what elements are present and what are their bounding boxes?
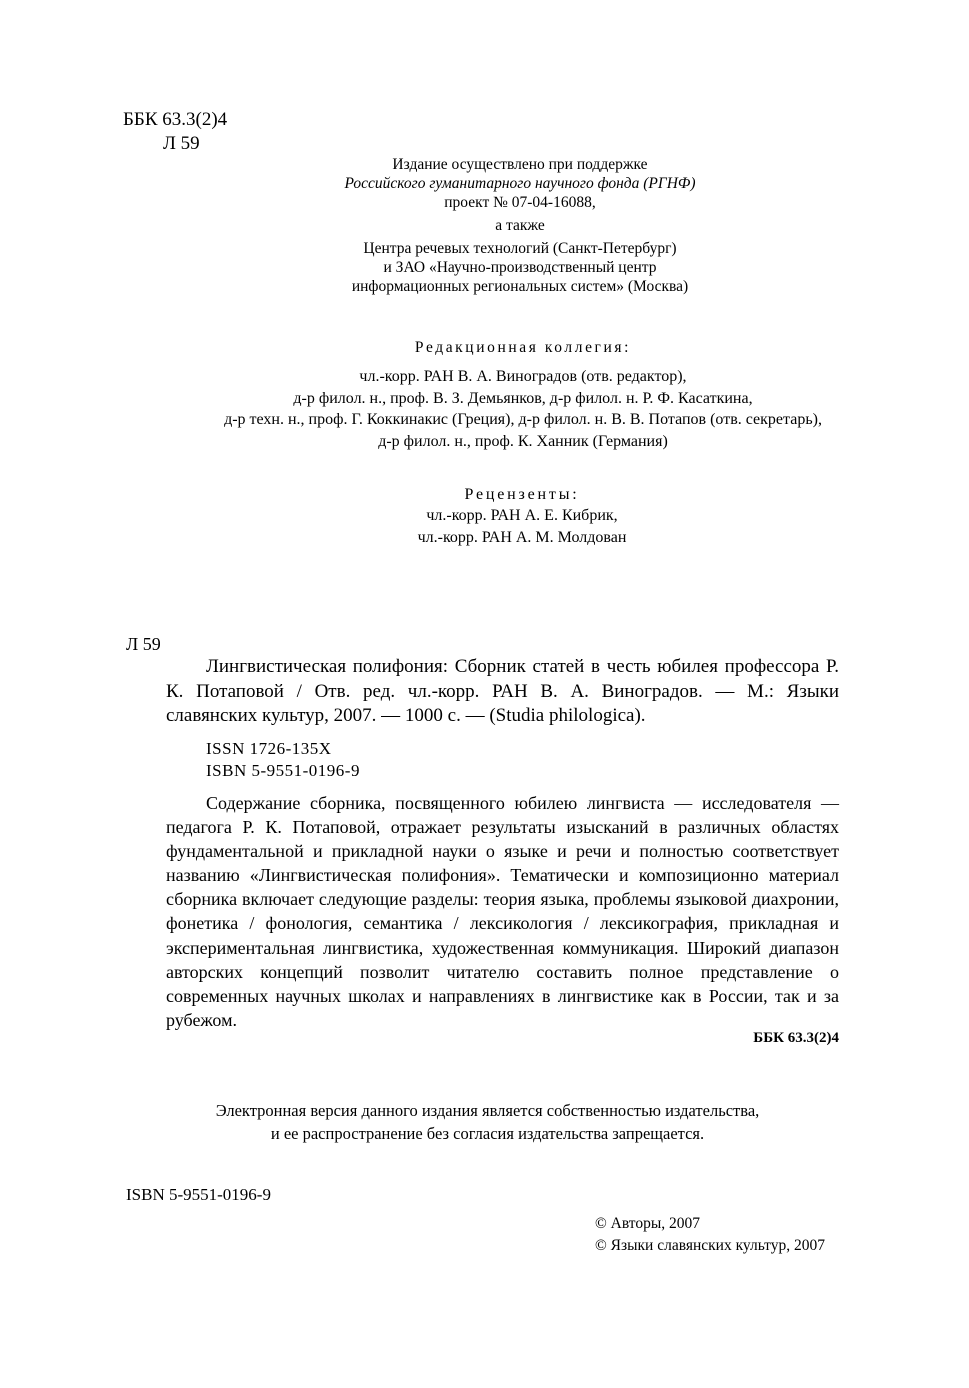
notice-line-1: Электронная версия данного издания является собственностью издательства, — [215, 1101, 760, 1120]
bbk-index-bottom: ББК 63.3(2)4 — [753, 1030, 839, 1046]
annotation — [166, 791, 839, 1032]
issn: ISSN 1726-135X — [206, 739, 332, 758]
reviewer-line: чл.-корр. РАН А. Е. Кибрик, — [426, 507, 618, 524]
reviewers-list — [0, 505, 969, 548]
support-statement — [0, 155, 969, 296]
bibliographic-description — [166, 655, 839, 729]
board-member-line: д-р филол. н., проф. К. Ханник (Германия) — [378, 432, 668, 450]
identifiers — [206, 738, 360, 782]
reviewers-heading: Рецензенты: — [464, 486, 580, 503]
board-member-line: д-р техн. н., проф. Г. Коккинакис (Греция), д-р филол. н. В. В. Потапов (отв. секретарь), — [224, 411, 822, 428]
support-fund-name: Российского гуманитарного научного фонда (РГНФ) — [344, 175, 696, 192]
copyright-publisher: © Языки славянских культур, 2007 — [595, 1237, 826, 1254]
notice-line-2: и ее распространение без согласия издательства запрещается. — [270, 1124, 705, 1143]
support-line-1: Издание осуществлено при поддержке — [392, 156, 648, 173]
editorial-board-list — [0, 366, 969, 452]
reviewer-line: чл.-корр. РАН А. М. Молдован — [417, 528, 627, 546]
board-member-line: чл.-корр. РАН В. А. Виноградов (отв. редактор), — [359, 368, 687, 385]
bbk-classification — [123, 108, 227, 156]
isbn: ISBN 5-9551-0196-9 — [206, 761, 360, 780]
copyright-block — [595, 1213, 825, 1257]
copyright-authors: © Авторы, 2007 — [595, 1215, 701, 1232]
author-sign: Л 59 — [163, 133, 200, 154]
annotation-text: Содержание сборника, посвященного юбилею лингвиста — исследователя — педагога Р. К. Потаповой, отражает результаты изысканий в различных областях фундаментальной и прикладной науки о языке и речи и полностью соответствует названию «Лингвистическая полифония». Тематически и композиционно материал сборника включает следующие разделы: теория языка, проблемы языковой диахронии, фонетика / фонология, семантика / лексикология / лексикография, прикладная и экспериментальная лингвистика, художественная коммуникация. Широкий диапазон авторских концепций позволит читателю составить полное представление о современных научных школах и направлениях в лингвистике как в России, так и за рубежом. — [166, 793, 839, 1030]
support-line-6: и ЗАО «Научно-производственный центр — [383, 259, 657, 276]
bibliographic-text: Лингвистическая полифония: Сборник статей в честь юбилея профессора Р. К. Потаповой / Отв. ред. чл.-корр. РАН В. А. Виноградов. — М.: Языки славянских культур, 2007. — 1000 с. — (Studia philologica). — [166, 656, 839, 726]
editorial-board-heading: Редакционная коллегия: — [414, 339, 632, 356]
support-line-5: Центра речевых технологий (Санкт-Петербург) — [363, 240, 677, 257]
support-also: а также — [495, 217, 545, 234]
isbn-footer: ISBN 5-9551-0196-9 — [126, 1185, 271, 1204]
copyright-notice — [0, 1099, 969, 1145]
bbk-code: ББК 63.3(2)4 — [123, 109, 228, 130]
support-project-number: проект № 07-04-16088, — [444, 194, 596, 211]
support-line-7: информационных региональных систем» (Москва) — [351, 278, 689, 295]
board-member-line: д-р филол. н., проф. В. З. Демьянков, д-р филол. н. Р. Ф. Касаткина, — [293, 389, 753, 407]
catalog-index: Л 59 — [126, 634, 161, 654]
